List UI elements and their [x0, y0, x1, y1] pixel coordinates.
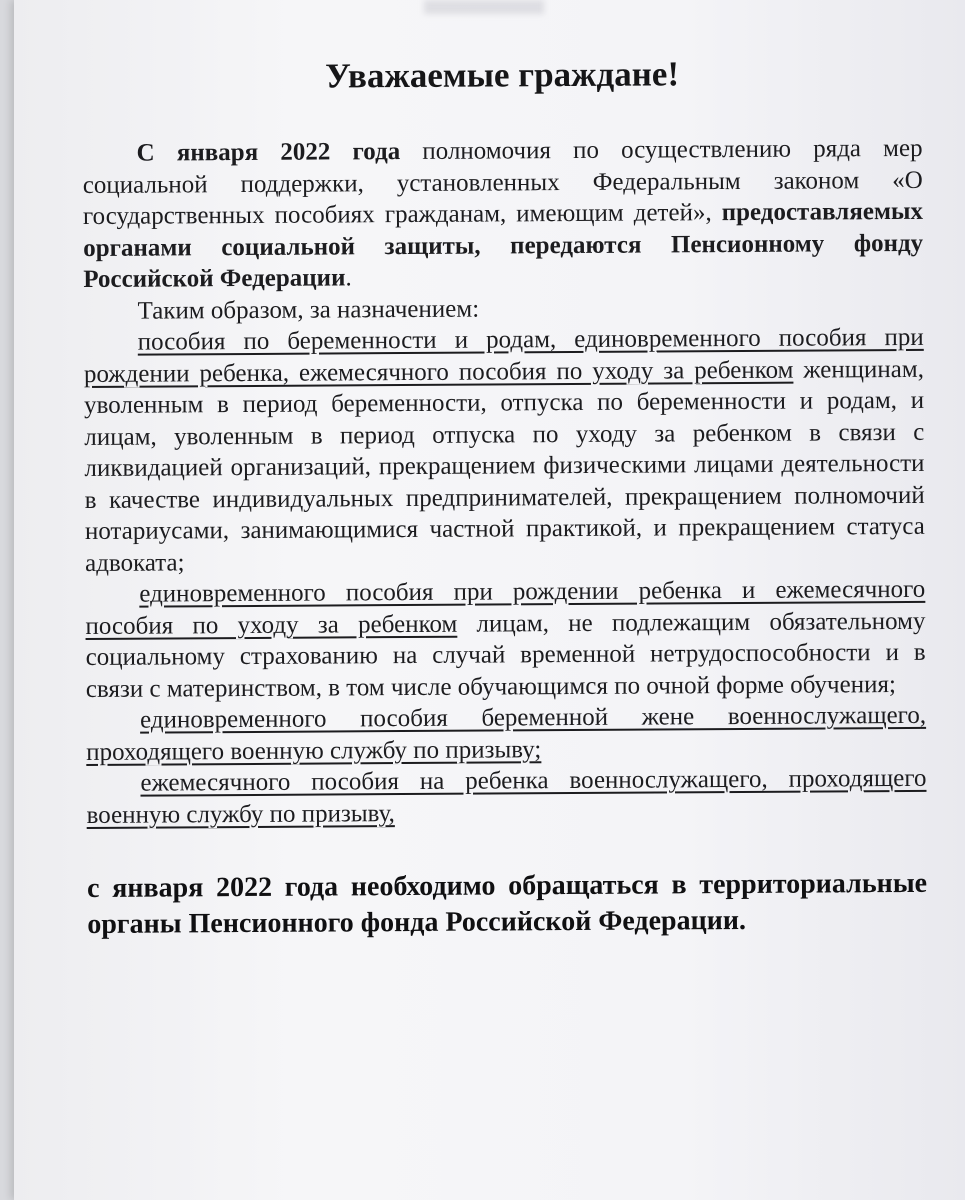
lead-in-paragraph: Таким образом, за назначением:	[137, 295, 480, 325]
benefit-item-2	[85, 574, 926, 705]
benefit-item-4	[86, 763, 926, 831]
benefit-item-3-underlined: единовременного пособия беременной жене военнослужащего, проходящего военную службу по призыву;	[86, 701, 927, 766]
paper-sheet	[14, 0, 965, 1200]
intro-date: С января 2022 года	[136, 138, 401, 167]
benefit-item-1-text: женщинам, уволенным в период беременности, отпуска по беременности и родам, и лицам, уволенным в период отпуска по уходу за ребенком в связи с ликвидацией организаций, прекращением физическими лицами деятельности в качестве индивидуальных предпринимателей, прекращением полномочий нотариусами, занимающимися частной практикой, и прекращением статуса адвоката;	[84, 355, 925, 577]
benefit-item-3	[86, 700, 926, 768]
intro-transfer: предоставляемых органами социальной защиты, передаются Пенсионному фонду Российской Федерации	[83, 197, 924, 293]
final-statement: с января 2022 года необходимо обращаться в территориальные органы Пенсионного фонда Российской Федерации.	[86, 867, 928, 940]
intro-end: .	[345, 264, 352, 292]
top-edge-smudge	[424, 0, 544, 14]
intro-paragraph	[82, 133, 923, 296]
benefit-item-4-underlined: ежемесячного пособия на ребенка военнослужащего, проходящего военную службу по призыву,	[86, 764, 927, 829]
notice-title: Уважаемые граждане!	[325, 54, 680, 96]
benefit-item-1	[84, 322, 926, 579]
intro-text: полномочия по осуществлению ряда мер социальной поддержки, установленных Федеральным законом «О государственных пособиях гражданам, имеющим детей»,	[82, 134, 923, 230]
notice-body	[82, 53, 927, 943]
benefit-item-1-underlined: пособия по беременности и родам, единовременного пособия при рождении ребенка, ежемесячного пособия по уходу за ребенком	[83, 323, 924, 388]
benefit-item-2-text: лицам, не подлежащим обязательному социальному страхованию на случай временной нетрудоспособности и в связи с материнством, в том числе обучающимся по очной форме обучения;	[85, 607, 926, 703]
benefit-item-2-underlined: единовременного пособия при рождении ребенка и ежемесячного пособия по уходу за ребенком	[85, 575, 926, 640]
